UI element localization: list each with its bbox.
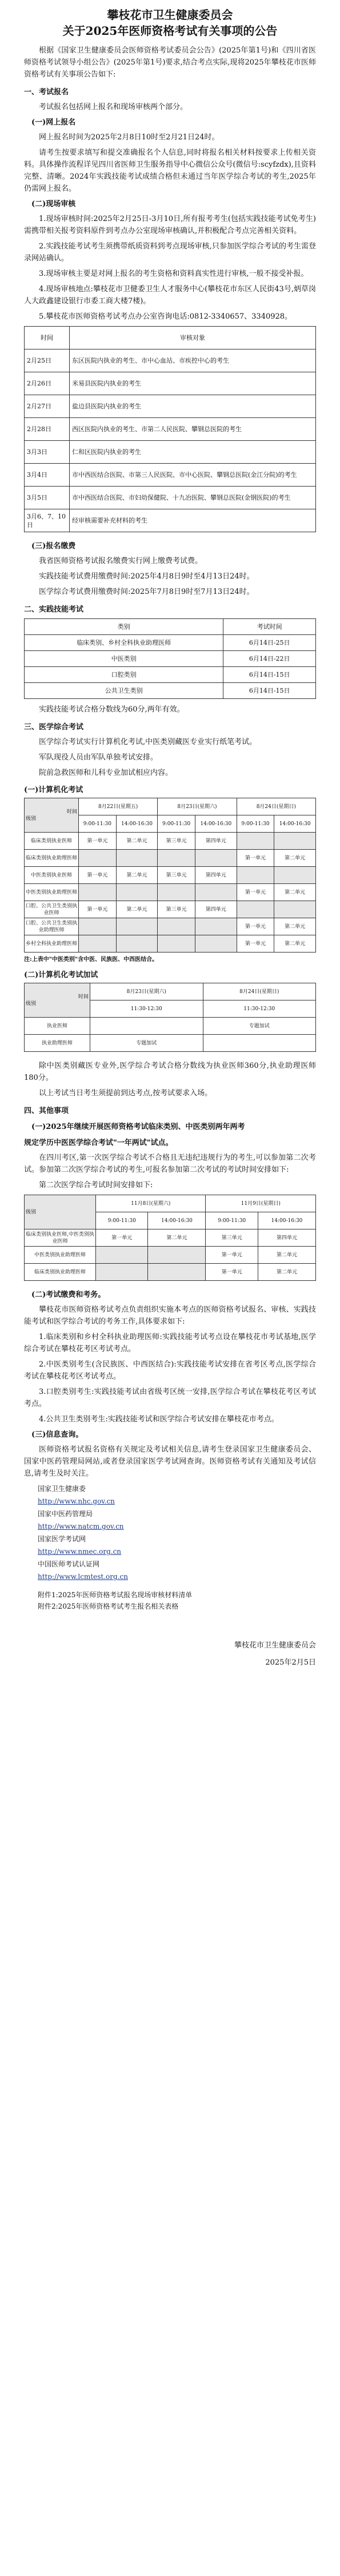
unit-cell <box>195 918 237 935</box>
level-name: 临床类别执业助理医师 <box>25 850 79 867</box>
schedule-date: 3月3日 <box>25 441 70 464</box>
table-row <box>25 395 316 418</box>
onsite-review-item: 4.现场审核地点:攀枝花市卫健委卫生人才服务中心(攀枝花市东区人民街43号,炳草岗人大政鑫建设银行市委工商大楼7楼)。 <box>24 285 316 306</box>
second-exam-caption: 第二次医学综合考试时间安排如下: <box>39 1181 153 1189</box>
onsite-review-item: 5.攀枝花市医师资格考试考点办公室咨询电话:0812-3340657、3340928。 <box>39 312 293 321</box>
extra-slot: 11:30-12:30 <box>90 1000 203 1018</box>
table-row <box>25 635 316 651</box>
section-registration-title: 一、考试报名 <box>24 88 69 97</box>
comprehensive-paragraph: 医学综合考试实行计算机化考试,中医类别藏医专业实行纸笔考试。 <box>39 738 257 746</box>
schedule-header-time: 时间 <box>25 327 70 349</box>
practical-time: 6月14日-15日 <box>223 683 316 699</box>
schedule-unit: 西区医院内执业的考生、市第二人民医院、攀钢总医院的考生 <box>70 418 316 441</box>
unit-cell <box>116 884 158 901</box>
practical-category: 口腔类别 <box>25 667 223 683</box>
practical-header-time: 考试时间 <box>223 619 316 635</box>
fee-paragraph: 实践技能考试费用缴费时间:2025年4月8日9时至4月13日24时。 <box>39 572 254 581</box>
unit-cell <box>116 850 158 867</box>
unit-cell: 第一单元 <box>237 918 274 935</box>
fee-paragraph: 我省医师资格考试报名缴费实行网上缴费考试费。 <box>39 557 203 565</box>
comprehensive-exam-title: 三、医学综合考试 <box>24 723 84 732</box>
signature-org: 攀枝花市卫生健康委员会 <box>234 1641 316 1650</box>
practical-header-category: 类别 <box>25 619 223 635</box>
cbt-slot: 14:00-16:30 <box>195 815 237 833</box>
extra-header-time: 时间 <box>78 994 89 1000</box>
fee-and-admin-item: 1.临床类别和乡村全科执业助理医师:实践技能考试考点设在攀枝花市考试基地,医学综合考试在攀枝花考区考试考点。 <box>24 1333 316 1353</box>
unit-cell: 第一单元 <box>206 1247 258 1264</box>
pilot-paragraph: 在四川考区,第一次医学综合考试不合格且无违纪违规行为的考生,可以参加第二次考试。参加第二次医学综合考试的考生,可报名参加第二次考试的考试时间安排如下: <box>24 1154 316 1174</box>
table-row <box>25 683 316 699</box>
unit-cell <box>79 884 117 901</box>
info-query-title: (三)信息查询。 <box>31 1430 83 1439</box>
unit-cell: 第四单元 <box>195 833 237 850</box>
comprehensive-paragraph: 军队现役人员由军队单独考试安排。 <box>39 753 158 762</box>
onsite-review-title: (二)现场审核 <box>31 200 76 208</box>
cbt-footnote: 注:上表中"中医类别"含中医、民族医、中西医结合。 <box>24 957 158 963</box>
practical-category: 中医类别 <box>25 651 223 667</box>
unit-cell: 第二单元 <box>258 1247 315 1264</box>
pilot-title: (一)2025年继续开展医师资格考试临床类别、中医类别两年两考 <box>31 1123 245 1131</box>
fee-and-admin-paragraph: 攀枝花市医师资格考试考点负责组织实施本考点的医师资格考试报名、审核、实践技能考试和医学综合考试的考务工作,具体要求如下: <box>24 1305 316 1326</box>
table-row <box>25 833 316 850</box>
unit-cell <box>79 850 117 867</box>
practical-category: 公共卫生类别 <box>25 683 223 699</box>
unit-cell: 第二单元 <box>116 901 158 918</box>
unit-cell <box>274 833 316 850</box>
info-query-paragraph: 医师资格考试报名资格有关规定及考试相关信息,请考生登录国家卫生健康委员会、国家中医药管理局网站,或者登录国家医学考试网查询。医师资格考试有关通知及考试信息,请考生及时关注。 <box>24 1445 316 1478</box>
unit-cell <box>148 1264 206 1281</box>
issuing-org: 攀枝花市卫生健康委员会 <box>107 8 233 22</box>
table-row <box>25 464 316 487</box>
unit-cell <box>158 850 195 867</box>
unit-cell <box>195 884 237 901</box>
practical-exam-title: 二、实践技能考试 <box>24 605 84 614</box>
table-row <box>25 935 316 953</box>
extra-cell: 专题加试 <box>203 1018 316 1035</box>
website-link[interactable]: http://www.lcmtest.org.cn <box>38 1573 128 1581</box>
cbt-title: (一)计算机化考试 <box>24 786 83 794</box>
unit-cell: 第一单元 <box>79 867 117 884</box>
extra-level: 执业助理医师 <box>25 1035 90 1052</box>
fee-title: (三)报名缴费 <box>31 542 76 550</box>
online-registration-detail: 请考生按要求填写和提交准确报名个人信息,同时将报名相关材料按要求上传相关资料。具体操作流程详见四川省医师卫生服务指导中心微信公众号(微信号:scyfzdx),且资料完整、清晰。2024年实践技能考试成绩合格但未通过当年医学综合考试的考生,2025年仍需网上报名。 <box>24 148 316 193</box>
level-name: 中医类别执业助理医师 <box>25 884 79 901</box>
schedule-unit: 米易县医院内执业的考生 <box>70 372 316 395</box>
unit-cell: 第二单元 <box>274 918 316 935</box>
extra-cell: 专题加试 <box>90 1035 203 1052</box>
cbt-slot: 9:00-11:30 <box>79 815 117 833</box>
cbt-corner-header <box>25 798 79 833</box>
level-name: 中医类别执业助理医师 <box>25 1247 96 1264</box>
unit-cell <box>148 1247 206 1264</box>
table-row <box>25 349 316 372</box>
schedule-date: 2月26日 <box>25 372 70 395</box>
level-name: 临床类别执业医师 <box>25 833 79 850</box>
page-title: 关于2025年医师资格考试有关事项的公告 <box>62 24 278 38</box>
level-name: 口腔、公共卫生类别执业医师 <box>25 901 79 918</box>
schedule-unit: 经审核需要补充材料的考生 <box>70 509 316 532</box>
table-row <box>25 651 316 667</box>
second-slot: 14:00-16:30 <box>148 1212 206 1229</box>
unit-cell <box>96 1247 148 1264</box>
schedule-date: 2月25日 <box>25 349 70 372</box>
extra-day: 8月23日(星期六) <box>90 983 203 1000</box>
table-row <box>25 867 316 884</box>
table-row <box>25 1018 316 1035</box>
schedule-date: 2月28日 <box>25 418 70 441</box>
table-row <box>25 918 316 935</box>
attachment-link[interactable]: 附件1:2025年医师资格考试报名现场审核材料清单 <box>38 1591 193 1599</box>
practical-time: 6月14日-15日 <box>223 667 316 683</box>
table-row <box>25 901 316 918</box>
fee-and-admin-item: 3.口腔类别考生:实践技能考试由省级考区统一安排,医学综合考试在攀枝花考区考试考点。 <box>24 1388 316 1408</box>
schedule-unit: 盐边县医院内执业的考生 <box>70 395 316 418</box>
extra-day: 8月24日(星期日) <box>203 983 316 1000</box>
online-registration-time: 网上报名时间为2025年2月8日10时至2月21日24时。 <box>39 133 219 142</box>
cbt-slot: 9:00-11:30 <box>158 815 195 833</box>
unit-cell <box>158 918 195 935</box>
practical-category: 临床类别、乡村全科执业助理医师 <box>25 635 223 651</box>
table-row <box>25 850 316 867</box>
level-name: 临床类别执业助理医师 <box>25 1264 96 1281</box>
unit-cell <box>158 884 195 901</box>
schedule-header-unit: 审核对象 <box>70 327 316 349</box>
unit-cell <box>116 935 158 953</box>
cbt-header-level: 级别 <box>26 815 37 822</box>
registration-lead: 考试报名包括网上报名和现场审核两个部分。 <box>39 103 188 111</box>
extra-corner-header <box>25 983 90 1018</box>
table-row <box>25 509 316 532</box>
cbt-day: 8月23日(星期六) <box>158 798 237 815</box>
second-slot: 9:00-11:30 <box>96 1212 148 1229</box>
fee-and-admin-item: 4.公共卫生类别考生:实践技能考试和医学综合考试安排在攀枝花市考点。 <box>39 1415 279 1424</box>
cbt-schedule-table <box>24 798 316 953</box>
schedule-unit: 市中西医结合医院、市妇幼保健院、十九冶医院、攀钢总医院(金钢医院)的考生 <box>70 487 316 509</box>
onsite-review-item: 3.现场审核主要是对网上报名的考生资格和资料真实性进行审核,一般不接受补报。 <box>39 270 309 278</box>
extra-exam-title: (二)计算机化考试加试 <box>24 971 98 979</box>
extra-cell <box>203 1035 316 1052</box>
extra-slot: 11:30-12:30 <box>203 1000 316 1018</box>
practical-pass-note: 实践技能考试合格分数线为60分,两年有效。 <box>39 705 185 714</box>
level-name: 中医类别执业医师 <box>25 867 79 884</box>
unit-cell: 第二单元 <box>148 1229 206 1247</box>
unit-cell: 第一单元 <box>237 884 274 901</box>
unit-cell: 第一单元 <box>237 935 274 953</box>
cbt-header-time: 时间 <box>66 809 77 815</box>
cbt-slot: 14:00-16:30 <box>116 815 158 833</box>
fee-and-admin-title: (二)考试缴费和考务。 <box>31 1291 106 1299</box>
unit-cell: 第一单元 <box>79 833 117 850</box>
table-row <box>25 667 316 683</box>
comprehensive-paragraph: 院前急救医师和儿科专业加试相应内容。 <box>39 769 173 777</box>
onsite-review-item: 1.现场审核时间:2025年2月25日-3月10日,所有报考考生(包括实践技能考试免考生)需携带相关报考资料原件到考点办公室现场审核确认,并积极配合考点完善相关资料。 <box>24 215 316 235</box>
schedule-date: 3月5日 <box>25 487 70 509</box>
unit-cell: 第一单元 <box>79 901 117 918</box>
level-name: 口腔、公共卫生类别执业助理医师 <box>25 918 79 935</box>
unit-cell <box>237 901 274 918</box>
website-link[interactable]: http://www.nhc.gov.cn <box>38 1497 115 1505</box>
unit-cell: 第四单元 <box>195 901 237 918</box>
link-label: 国家卫生健康委 <box>38 1485 86 1493</box>
unit-cell: 第三单元 <box>158 867 195 884</box>
pass-line-paragraph: 除中医类别藏医专业外,医学综合考试合格分数线为执业医师360分,执业助理医师180分。 <box>24 1062 316 1082</box>
table-row <box>25 1264 316 1281</box>
attachment-link[interactable]: 附件2:2025年医师资格考试考生报名相关表格 <box>38 1602 179 1610</box>
unit-cell: 第三单元 <box>158 833 195 850</box>
unit-cell: 第一单元 <box>96 1229 148 1247</box>
unit-cell <box>237 833 274 850</box>
second-slot: 9:00-11:30 <box>206 1212 258 1229</box>
cbt-slot: 9:00-11:30 <box>237 815 274 833</box>
onsite-review-item: 2.实践技能考试考生须携带纸质资料到考点现场审核,只参加医学综合考试的考生需登录网站确认。 <box>24 242 316 263</box>
table-row <box>25 1247 316 1264</box>
unit-cell <box>116 918 158 935</box>
unit-cell: 第二单元 <box>116 867 158 884</box>
second-corner-header <box>25 1195 96 1229</box>
table-row <box>25 441 316 464</box>
unit-cell <box>195 935 237 953</box>
unit-cell: 第四单元 <box>195 867 237 884</box>
unit-cell <box>79 935 117 953</box>
signature-date: 2025年2月5日 <box>265 1658 316 1667</box>
schedule-date: 3月6、7、10日 <box>25 509 70 532</box>
table-row <box>25 1035 316 1052</box>
unit-cell: 第三单元 <box>158 901 195 918</box>
table-row <box>25 884 316 901</box>
website-link[interactable]: http://www.nmec.org.cn <box>38 1548 122 1556</box>
exam-day-paragraph: 以上考试当日考生须提前到达考点,按考试要求入场。 <box>39 1089 213 1098</box>
table-row <box>25 372 316 395</box>
second-slot: 14:00-16:30 <box>258 1212 315 1229</box>
extra-exam-table <box>24 983 316 1052</box>
unit-cell: 第二单元 <box>116 833 158 850</box>
unit-cell: 第三单元 <box>206 1229 258 1247</box>
practical-time: 6月14日-25日 <box>223 635 316 651</box>
unit-cell <box>274 901 316 918</box>
unit-cell: 第一单元 <box>206 1264 258 1281</box>
cbt-slot: 14:00-16:30 <box>274 815 316 833</box>
website-link[interactable]: http://www.natcm.gov.cn <box>38 1522 124 1530</box>
unit-cell: 第二单元 <box>274 935 316 953</box>
extra-level: 执业医师 <box>25 1018 90 1035</box>
schedule-unit: 仁和区医院内执业的考生 <box>70 441 316 464</box>
unit-cell: 第一单元 <box>237 850 274 867</box>
unit-cell: 第二单元 <box>258 1264 315 1281</box>
practical-exam-table <box>24 618 316 699</box>
level-name: 乡村全科执业助理医师 <box>25 935 79 953</box>
review-schedule-table <box>24 326 316 532</box>
unit-cell: 第二单元 <box>274 850 316 867</box>
table-row <box>25 1229 316 1247</box>
fee-and-admin-item: 2.中医类别考生(含民族医、中西医结合):实践技能考试安排在省考区考点,医学综合考试在攀枝花考区考试考点。 <box>24 1360 316 1381</box>
schedule-unit: 东区医院内执业的考生、市中心血站、市疾控中心的考生 <box>70 349 316 372</box>
table-row <box>25 487 316 509</box>
second-exam-table <box>24 1195 316 1281</box>
intro-paragraph: 根据《国家卫生健康委员会医师资格考试委员会公告》(2025年第1号)和《四川省医师资格考试领导小组公告》(2025年第1号)要求,结合考点实际,现将2025年攀枝花市医师资格考试有关事项公告如下: <box>24 46 316 79</box>
unit-cell: 第四单元 <box>258 1229 315 1247</box>
pilot-title-continued: 规定学历中医医学综合考试"一年两试"试点。 <box>24 1139 173 1147</box>
link-label: 国家中医药管理局 <box>38 1510 93 1518</box>
link-label: 中国医师考试认证网 <box>38 1560 100 1568</box>
unit-cell <box>158 935 195 953</box>
cbt-day: 8月22日(星期五) <box>79 798 158 815</box>
unit-cell: 第二单元 <box>274 884 316 901</box>
second-day: 11月8日(星期六) <box>96 1195 206 1212</box>
level-name: 临床类别执业医师,中医类别执业医师 <box>25 1229 96 1247</box>
cbt-day: 8月24日(星期日) <box>237 798 315 815</box>
schedule-date: 3月4日 <box>25 464 70 487</box>
other-matters-title: 四、其他事项 <box>24 1107 69 1115</box>
fee-paragraph: 医学综合考试费用缴费时间:2025年7月8日9时至7月13日24时。 <box>39 588 254 596</box>
unit-cell <box>237 867 274 884</box>
unit-cell <box>96 1264 148 1281</box>
second-day: 11月9日(星期日) <box>206 1195 316 1212</box>
table-row <box>25 418 316 441</box>
schedule-unit: 市中西医结合医院、市第三人民医院、市中心医院、攀钢总医院(金江分院)的考生 <box>70 464 316 487</box>
extra-cell <box>90 1018 203 1035</box>
second-header-level: 级别 <box>26 1209 37 1215</box>
unit-cell <box>274 867 316 884</box>
unit-cell <box>195 850 237 867</box>
practical-time: 6月14日-22日 <box>223 651 316 667</box>
online-registration-title: (一)网上报名 <box>31 118 76 127</box>
extra-header-level: 级别 <box>26 1000 37 1007</box>
unit-cell <box>79 918 117 935</box>
schedule-date: 2月27日 <box>25 395 70 418</box>
link-label: 国家医学考试网 <box>38 1535 86 1543</box>
